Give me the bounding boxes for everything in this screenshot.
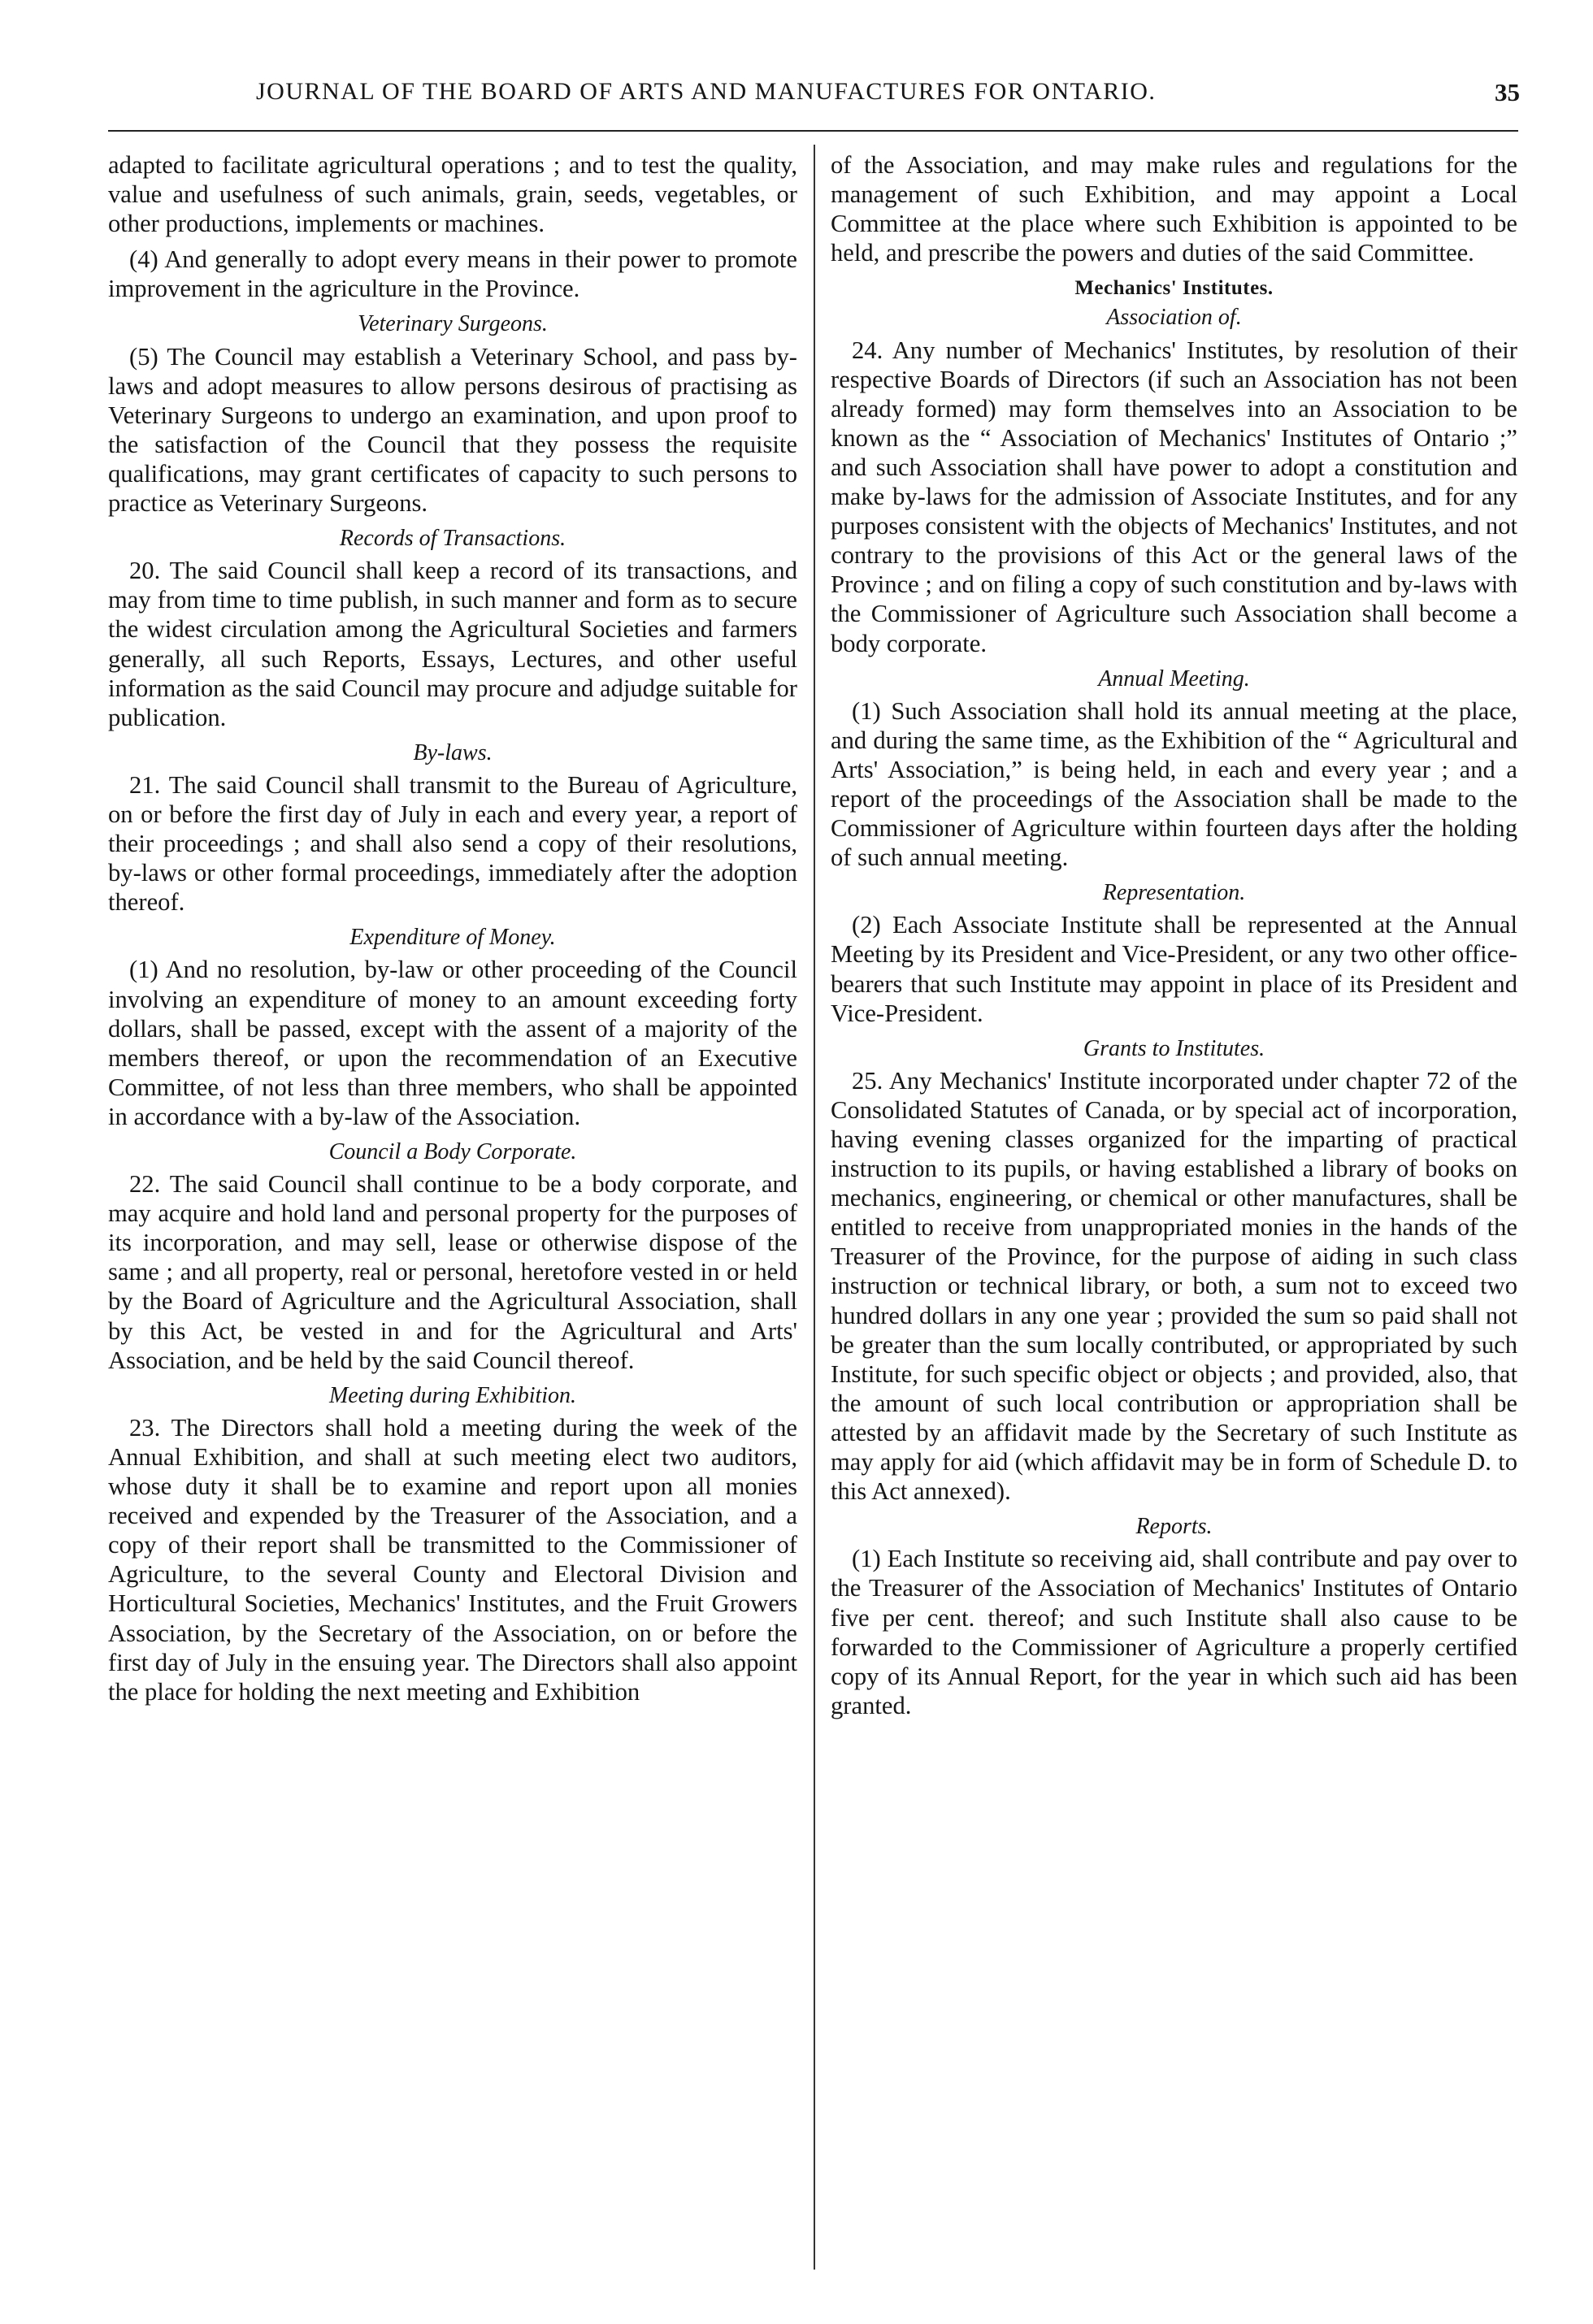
section-heading: Grants to Institutes. [1083,1035,1265,1061]
section-heading: Annual Meeting. [1098,666,1250,692]
paragraph: (1) And no resolution, by-law or other proceeding of the Council involving an expenditure of money to an amount exceeding forty dollars, shall be passed, except with the assent of a majority of the members thereof, or upon the recommendation of an Executive Committee, of not less than three members, who shall be appointed in accordance with a by-law of the Association. [108,956,797,1130]
paragraph: 23. The Directors shall hold a meeting during the week of the Annual Exhibition, and shall at such meeting elect two auditors, whose duty it shall be to examine and report upon all monies received and expended by the Treasurer of the Association, and a copy of their report shall be transmitted to the Commissioner of Agriculture, to the several County and Electoral Division and Horticultural Societies, Mechanics' Institutes, and the Fruit Growers Association, by the Secretary of the Association, on or before the first day of July in the ensuing year. The Directors shall also appoint the place for holding the next meeting and Exhibition [108,1413,797,1706]
section-heading: Reports. [1135,1514,1213,1540]
right-column [831,150,1517,1720]
left-column [108,150,797,1706]
section-subheading: Association of. [1106,305,1242,331]
running-title: JOURNAL OF THE BOARD OF ARTS AND MANUFACTURES FOR ONTARIO. [256,78,1157,105]
paragraph: adapted to facilitate agricultural operations ; and to test the quality, value and usefulness of such animals, grain, seeds, vegetables, or other productions, implements or machines. [108,151,797,238]
header-rule [108,130,1518,132]
section-heading: Records of Transactions. [339,526,566,552]
paragraph: of the Association, and may make rules and regulations for the management of such Exhibition, and may appoint a Local Committee at the place where such Exhibition is appointed to be held, and prescribe the powers and duties of the said Committee. [831,151,1517,267]
section-heading: Meeting during Exhibition. [328,1382,577,1408]
section-heading: Mechanics' Institutes. [1074,277,1274,300]
section-heading: Expenditure of Money. [349,925,556,951]
paragraph: (4) And generally to adopt every means in their power to promote improvement in the agriculture in the Province. [108,245,797,303]
paragraph: (5) The Council may establish a Veterinary School, and pass by-laws and adopt measures to allow persons desirous of practising as Veterinary Surgeons to undergo an examination, and upon proof to the satisfaction of the Council that they possess the requisite qualifications, may grant certificates of capacity to such persons to practice as Veterinary Surgeons. [108,342,797,518]
paragraph: (2) Each Associate Institute shall be represented at the Annual Meeting by its President and Vice-President, or any two other office-bearers that such Institute may appoint in place of its President and Vice-President. [831,911,1517,1027]
paragraph: (1) Each Institute so receiving aid, shall contribute and pay over to the Treasurer of the Association of Mechanics' Institutes of Ontario five per cent. thereof; and such Institute shall also cause to be forwarded to the Commissioner of Agriculture a properly certified copy of its Annual Report, for the year in which such aid has been granted. [831,1545,1517,1719]
paragraph: 20. The said Council shall keep a record of its transactions, and may from time to time publish, in such manner and form as to secure the widest circulation among the Agricultural Societies and farmers generally, all such Reports, Essays, Lectures, and other useful information as the said Council may procure and adjudge suitable for publication. [108,557,797,731]
paragraph: 25. Any Mechanics' Institute incorporated under chapter 72 of the Consolidated Statutes of Canada, or by special act of incorporation, having evening classes organized for the imparting of practical instruction to its pupils, or having established a library of books on mechanics, engineering, or chemical or other manufactures, shall be entitled to receive from unappropriated monies in the hands of the Treasurer of the Province, for the purpose of aiding in such class instruction or technical library, or both, a sum not to exceed two hundred dollars in any one year ; provided the sum so paid shall not be greater than the sum locally contributed, or appropriated by such Institute, for such specific object or objects ; and provided, also, that the amount of such local contribution or appropriation shall be attested by an affidavit made by the Secretary of such Institute as may apply for aid (which affidavit may be in form of Schedule D. to this Act annexed). [831,1066,1517,1506]
section-heading: Council a Body Corporate. [328,1139,577,1164]
section-heading: By-laws. [413,739,493,765]
paragraph: 22. The said Council shall continue to be a body corporate, and may acquire and hold land and personal property for the purposes of its incorporation, and may sell, lease or otherwise dispose of the same ; and all property, real or personal, heretofore vested in or held by the Board of Agriculture and the Agricultural Association, shall by this Act, be vested in and for the Agricultural and Arts' Association, and be held by the said Council thereof. [108,1170,797,1374]
paragraph: 24. Any number of Mechanics' Institutes, by resolution of their respective Boards of Directors (if such an Association has not been already formed) may form themselves into an Association to be known as the “ Association of Mechanics' Institutes of Ontario ;” and such Association shall have power to adopt a constitution and make by-laws for the admission of Associate Institutes, and for any purposes consistent with the objects of Mechanics' Institutes, and not contrary to the provisions of this Act or the general laws of the Province ; and on filing a copy of such constitution and by-laws with the Commissioner of Agriculture such Association shall become a body corporate. [831,336,1517,657]
page-header [106,78,1520,115]
paragraph: (1) Such Association shall hold its annual meeting at the place, and during the same time, as the Exhibition of the “ Agricultural and Arts' Association,” is being held, in each and every year ; and a report of the proceedings of the Association shall be made to the Commissioner of Agriculture within fourteen days after the holding of such annual meeting. [831,696,1517,872]
column-divider [814,145,815,2270]
section-heading: Veterinary Surgeons. [358,311,548,337]
paragraph: 21. The said Council shall transmit to the Bureau of Agriculture, on or before the first day of July in each and every year, a report of their proceedings ; and shall also send a copy of their resolutions, by-laws or other formal proceedings, immediately after the adoption thereof. [108,770,797,917]
page-number: 35 [1495,78,1520,106]
section-heading: Representation. [1102,880,1246,906]
